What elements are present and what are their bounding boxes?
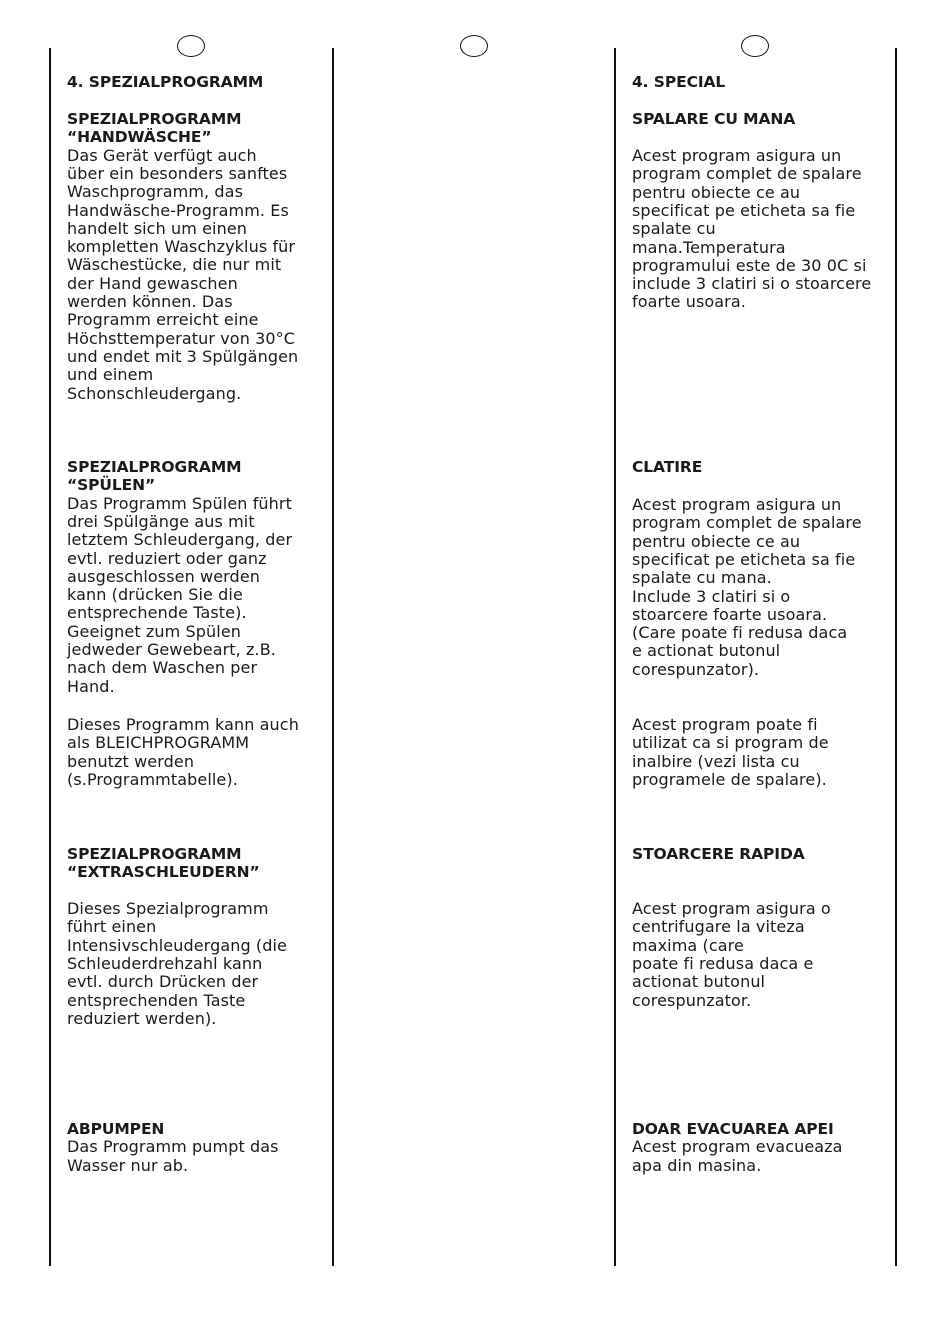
body-text-line: Geeignet zum Spülen [67,621,242,641]
body-text-line: Das Programm Spülen führt [67,493,292,513]
body-text-line: Das Gerät verfügt auch [67,145,257,165]
body-text-line: entsprechenden Taste [67,990,246,1010]
body-text-line: spalate cu mana. [632,568,772,588]
body-text-line: Acest program poate fi [632,715,818,734]
section-heading-line: ABPUMPEN [67,1120,165,1138]
section-heading-line: SPEZIALPROGRAMM [67,458,242,476]
section-heading-line: “SPÜLEN” [67,476,156,495]
body-text-line: Acest program asigura un [632,146,842,165]
column-divider-right [895,48,897,1266]
section-heading-line: DOAR EVACUAREA APEI [632,1120,834,1138]
body-text-line: mana.Temperatura [632,237,786,257]
body-text-line: reduziert werden). [67,1008,217,1028]
body-text-line: nach dem Waschen per [67,658,258,678]
body-text-line: program complet de spalare [632,164,862,184]
body-text-line: Das Programm pumpt das [67,1137,279,1157]
body-text-line: Acest program asigura o [632,899,831,918]
body-text-line: include 3 clatiri si o stoarcere [632,274,872,294]
body-text-line: programului este de 30 0C si [632,255,867,275]
body-text-line: und endet mit 3 Spülgängen [67,346,299,366]
body-text-line: apa din masina. [632,1155,762,1175]
body-text-line: Include 3 clatiri si o [632,586,791,606]
body-text-line: (s.Programmtabelle). [67,769,238,789]
section-heading-line: STOARCERE RAPIDA [632,845,805,863]
language-marker-circle-romanian [741,35,769,57]
body-text-line: Dieses Programm kann auch [67,715,299,734]
column-divider-left [49,48,51,1266]
body-text-line: Wäschestücke, die nur mit [67,255,282,275]
body-text-line: specificat pe eticheta sa fie [632,200,856,220]
body-text-line: benutzt werden [67,751,195,771]
column-divider-middle-right [614,48,616,1266]
section-heading-line: “EXTRASCHLEUDERN” [67,863,260,882]
column-divider-middle-left [332,48,334,1266]
body-text-line: kann (drücken Sie die [67,585,243,605]
section-heading-line: SPALARE CU MANA [632,110,796,128]
body-text-line: Schonschleudergang. [67,383,242,403]
body-text-line: und einem [67,365,154,385]
section-heading-line: SPEZIALPROGRAMM [67,110,242,128]
body-text-line: drei Spülgänge aus mit [67,511,255,531]
body-text-line: utilizat ca si program de [632,733,829,753]
body-text-line: centrifugare la viteza [632,917,805,937]
body-text-line: jedweder Gewebeart, z.B. [67,640,276,659]
body-text-line: maxima (care [632,935,744,955]
body-text-line: Hand. [67,676,115,696]
body-text-line: letztem Schleudergang, der [67,530,293,550]
body-text-line: specificat pe eticheta sa fie [632,549,856,569]
body-text-line: pentru obiecte ce au [632,531,801,551]
body-text-line: Wasser nur ab. [67,1155,189,1175]
body-text-line: Acest program evacueaza [632,1137,843,1157]
body-text-line: poate fi redusa daca e [632,953,814,973]
body-text-line: kompletten Waschzyklus für [67,237,296,257]
body-text-line: Höchsttemperatur von 30°C [67,328,296,348]
section-heading-line: “HANDWÄSCHE” [67,128,212,147]
body-text-line: handelt sich um einen [67,218,248,238]
section-heading-line: SPEZIALPROGRAMM [67,845,242,863]
body-text-line: corespunzator). [632,659,760,679]
body-text-line: stoarcere foarte usoara. [632,604,828,624]
body-text-line: inalbire (vezi lista cu [632,751,800,771]
body-text-line: (Care poate fi redusa daca [632,623,848,643]
body-text-line: Programm erreicht eine [67,310,259,330]
body-text-line: evtl. durch Drücken der [67,972,259,992]
body-text-line: Dieses Spezialprogramm [67,899,269,918]
body-text-line: foarte usoara. [632,292,746,312]
body-text-line: evtl. reduziert oder ganz [67,548,267,568]
body-text-line: Intensivschleudergang (die [67,935,287,955]
body-text-line: führt einen [67,917,157,937]
body-text-line: Handwäsche-Programm. Es [67,200,289,220]
body-text-line: werden können. Das [67,292,233,311]
body-text-line: program complet de spalare [632,513,862,533]
body-text-line: der Hand gewaschen [67,273,238,293]
body-text-line: Schleuderdrehzahl kann [67,953,263,973]
body-text-line: pentru obiecte ce au [632,182,801,202]
body-text-line: ausgeschlossen werden [67,566,260,586]
body-text-line: als BLEICHPROGRAMM [67,733,250,753]
body-text-line: Waschprogramm, das [67,182,244,202]
body-text-line: Acest program asigura un [632,495,842,514]
body-text-line: e actionat butonul [632,641,781,661]
section-heading-line: CLATIRE [632,458,703,476]
section-title: 4. SPECIAL [632,73,726,91]
body-text-line: entsprechende Taste). [67,603,247,623]
body-text-line: über ein besonders sanftes [67,163,288,183]
body-text-line: spalate cu [632,219,716,239]
section-title: 4. SPEZIALPROGRAMM [67,73,264,91]
language-marker-circle-middle [460,35,488,57]
language-marker-circle-german [177,35,205,57]
body-text-line: corespunzator. [632,990,752,1010]
body-text-line: programele de spalare). [632,769,827,789]
body-text-line: actionat butonul [632,972,766,992]
